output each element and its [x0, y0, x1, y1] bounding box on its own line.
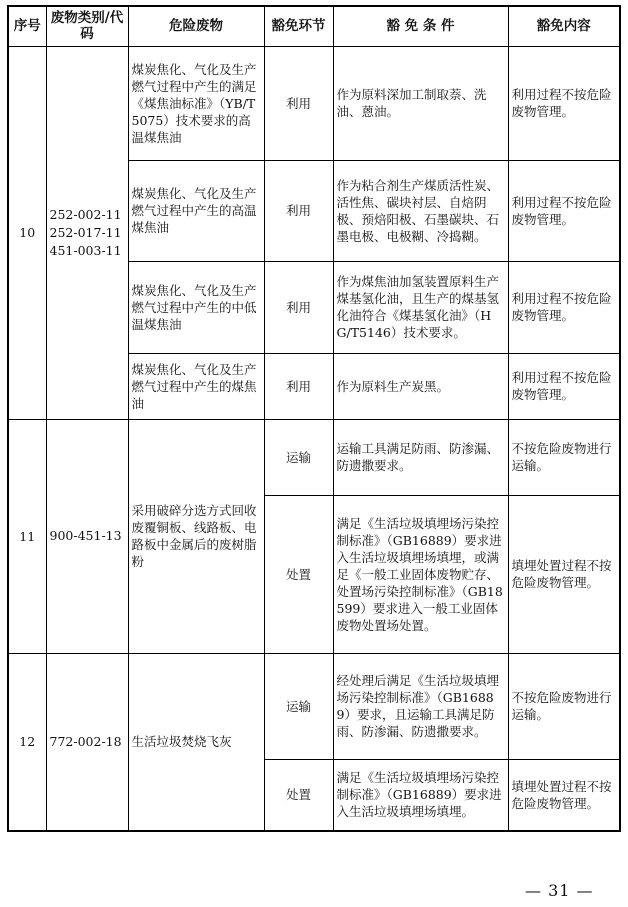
exemption-stage: 处置 [264, 495, 333, 653]
table-row [8, 653, 620, 759]
exemption-stage: 利用 [264, 160, 333, 261]
header-condition: 豁 免 条 件 [333, 6, 508, 46]
exemption-condition: 作为原料生产炭黑。 [333, 353, 508, 419]
waste-name: 煤炭焦化、气化及生产燃气过程中产生的中低温煤焦油 [128, 261, 264, 353]
header-waste: 危险废物 [128, 6, 264, 46]
exemption-content: 不按危险废物进行运输。 [508, 419, 620, 495]
exemption-condition: 作为煤焦油加氢装置原料生产煤基氢化油，且生产的煤基氢化油符合《煤基氢化油》（HG/T5146）技术要求。 [333, 261, 508, 353]
exemption-content: 利用过程不按危险废物管理。 [508, 353, 620, 419]
header-stage: 豁免环节 [264, 6, 333, 46]
waste-name: 煤炭焦化、气化及生产燃气过程中产生的煤焦油 [128, 353, 264, 419]
exemption-condition: 经处理后满足《生活垃圾填埋场污染控制标准》（GB16889）要求，且运输工具满足防雨、防渗漏、防遗撒要求。 [333, 653, 508, 759]
exemption-condition: 作为原料深加工制取萘、洗油、蒽油。 [333, 46, 508, 160]
table-row [8, 46, 620, 160]
exemption-condition: 满足《生活垃圾填埋场污染控制标准》（GB16889）要求进入生活垃圾填埋场填埋。 [333, 759, 508, 831]
exemption-stage: 运输 [264, 653, 333, 759]
exemption-stage: 运输 [264, 419, 333, 495]
waste-name: 煤炭焦化、气化及生产燃气过程中产生的满足《煤焦油标准》（YB/T5075）技术要求的高温煤焦油 [128, 46, 264, 160]
exemption-content: 不按危险废物进行运输。 [508, 653, 620, 759]
page-number: — 31 — [525, 881, 594, 900]
exemption-condition: 运输工具满足防雨、防渗漏、防遗撒要求。 [333, 419, 508, 495]
waste-name: 煤炭焦化、气化及生产燃气过程中产生的高温煤焦油 [128, 160, 264, 261]
waste-code: 772-002-18 [46, 653, 128, 831]
exemption-stage: 处置 [264, 759, 333, 831]
exemption-stage: 利用 [264, 261, 333, 353]
waste-code: 252-002-11 252-017-11 451-003-11 [46, 46, 128, 419]
waste-name: 采用破碎分选方式回收废覆铜板、线路板、电路板中金属后的废树脂粉 [128, 419, 264, 653]
waste-code: 900-451-13 [46, 419, 128, 653]
exemption-content: 利用过程不按危险废物管理。 [508, 160, 620, 261]
exemption-stage: 利用 [264, 353, 333, 419]
exemption-content: 利用过程不按危险废物管理。 [508, 261, 620, 353]
waste-name: 生活垃圾焚烧飞灰 [128, 653, 264, 831]
exemption-stage: 利用 [264, 46, 333, 160]
header-content: 豁免内容 [508, 6, 620, 46]
header-no: 序号 [8, 6, 46, 46]
exemption-content: 填埋处置过程不按危险废物管理。 [508, 759, 620, 831]
exemption-table [7, 5, 621, 832]
table-row [8, 419, 620, 495]
exemption-content: 填埋处置过程不按危险废物管理。 [508, 495, 620, 653]
row-number: 12 [8, 653, 46, 831]
table-header-row [8, 6, 620, 46]
row-number: 10 [8, 46, 46, 419]
row-number: 11 [8, 419, 46, 653]
exemption-content: 利用过程不按危险废物管理。 [508, 46, 620, 160]
exemption-condition: 满足《生活垃圾填埋场污染控制标准》（GB16889）要求进入生活垃圾填埋场填埋，或满足《一般工业固体废物贮存、处置场污染控制标准》（GB18599）要求进入一般工业固体废物处置场处置。 [333, 495, 508, 653]
exemption-condition: 作为粘合剂生产煤质活性炭、活性焦、碳块衬层、自焙阴极、预焙阳极、石墨碳块、石墨电极、电极糊、冷捣糊。 [333, 160, 508, 261]
header-code: 废物类别/代码 [46, 6, 128, 46]
